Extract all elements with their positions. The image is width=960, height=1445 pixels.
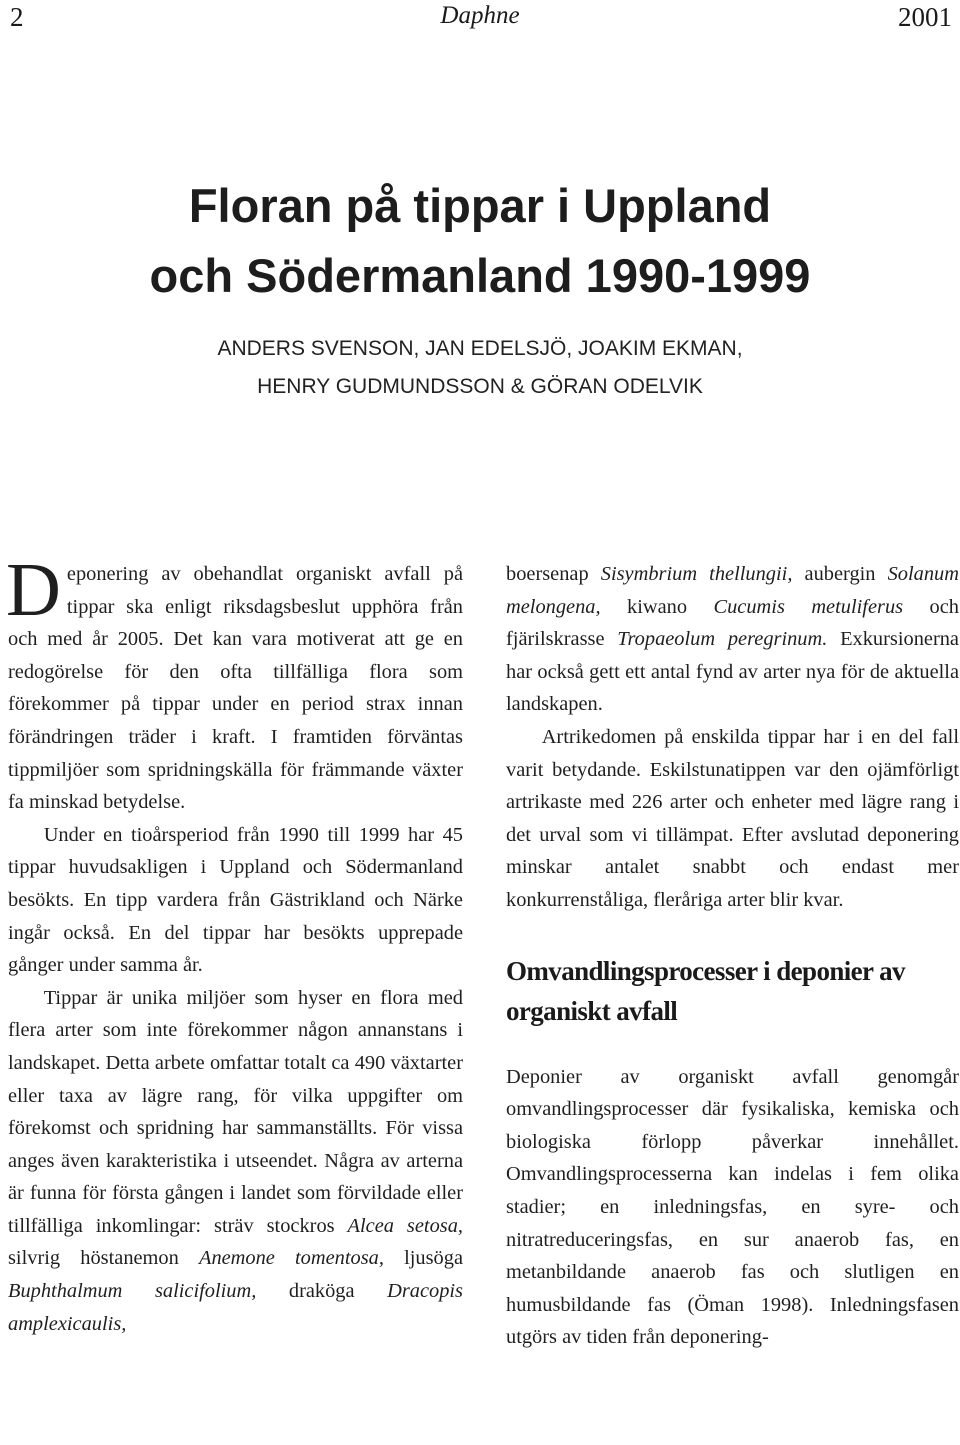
survey-paragraph: Under en tioårsperiod från 1990 till 1999 har 45 tippar huvudsakligen i Uppland och Södermanland besökts. En tipp vardera från Gästrikland och Närke ingår också. En del tippar har besökts upprepade gånger under samma år. [8,823,463,977]
richness-paragraph: Artrikedomen på enskilda tippar har i en del fall varit betydande. Eskilstunatippen var den ojämförligt artrikaste med 226 arter och enheter med lägre rang i det urval som vi tillämpat. Efter avslutad deponering minskar antalet snabbt och endast mer konkurrenståliga, fleråriga arter blir kvar. [506,725,959,911]
processes-paragraph: Deponier av organiskt avfall genomgår omvandlingsprocesser där fysikaliska, kemiska och biologiska förlopp påverkar innehållet. Omvandlingsprocesserna kan indelas i fem olika stadier; en inledningsfas, en syre- och nitratreduceringsfas, en sur anaerob fas, en metanbildande anaerob fas och slutligen en humusbildande fas (Öman 1998). Inledningsfasen utgörs av tiden från deponering- [506,1065,959,1349]
species-name: Anemone tomentosa, [198,1247,384,1270]
drop-cap: D [6,548,61,632]
species-name: Solanum melongena, [506,563,959,618]
author-list [0,330,960,406]
species-name: Buphthalmum salicifolium, [8,1280,257,1303]
title-line: och Södermanland 1990-1999 [149,249,811,303]
species-name: Dracopis amplexicaulis, [8,1280,463,1335]
right-column [506,558,959,1354]
journal-name: Daphne [440,2,520,29]
left-column [6,548,464,1340]
section-heading: Omvandlingsprocesser i deponier av organiskt avfall [506,955,905,1026]
species-continuation-paragraph: boersenap Sisymbrium thellungii, aubergin Solanum melongena, kiwano Cucumis metuliferus och fjärilskrasse Tropaeolum peregrinum. Exkursionerna har också gett ett antal fynd av arter nya för de aktuella landskapen. [506,563,959,716]
author-line: HENRY GUDMUNDSSON & GÖRAN ODELVIK [257,375,703,398]
species-name: Cucumis metuliferus [713,595,904,618]
page-number: 2 [10,2,24,32]
species-name: Sisymbrium thellungii, [600,563,793,585]
species-name: Alcea setosa, [347,1214,464,1237]
species-paragraph: Tippar är unika miljöer som hyser en flora med flera arter som inte förekommer någon annanstans i landskapet. Detta arbete omfattar totalt ca 490 växtarter eller taxa av lägre rang, för vilka uppgifter om förekomst och spridning har sammanställts. För vissa anges även karakteristika i utseendet. Några av arterna är funna för första gången i landet som förvildade eller tillfälliga inkomlingar: sträv stockros Alcea setosa, silvrig höstanemon Anemone tomentosa, ljusöga Buphthalmum salicifolium, draköga Dracopis amplexicaulis, [8,986,464,1335]
running-head [0,0,960,40]
title-line: Floran på tippar i Uppland [188,179,772,233]
publication-year: 2001 [898,2,952,32]
article-title [0,171,960,311]
author-line: ANDERS SVENSON, JAN EDELSJÖ, JOAKIM EKMAN, [217,337,743,360]
intro-paragraph: Deponering av obehandlat organiskt avfall på tippar ska enligt riksdagsbeslut upphöra från och med år 2005. Det kan vara motiverat att ge en redogörelse för den ofta tillfälliga flora som förekommer på tippar under en period strax innan förändringen träder i kraft. I framtiden förväntas tippmiljöer som spridningskälla för främmande växter fa minskad betydelse. [6,548,463,814]
species-name: Tropaeolum peregrinum. [617,628,828,651]
